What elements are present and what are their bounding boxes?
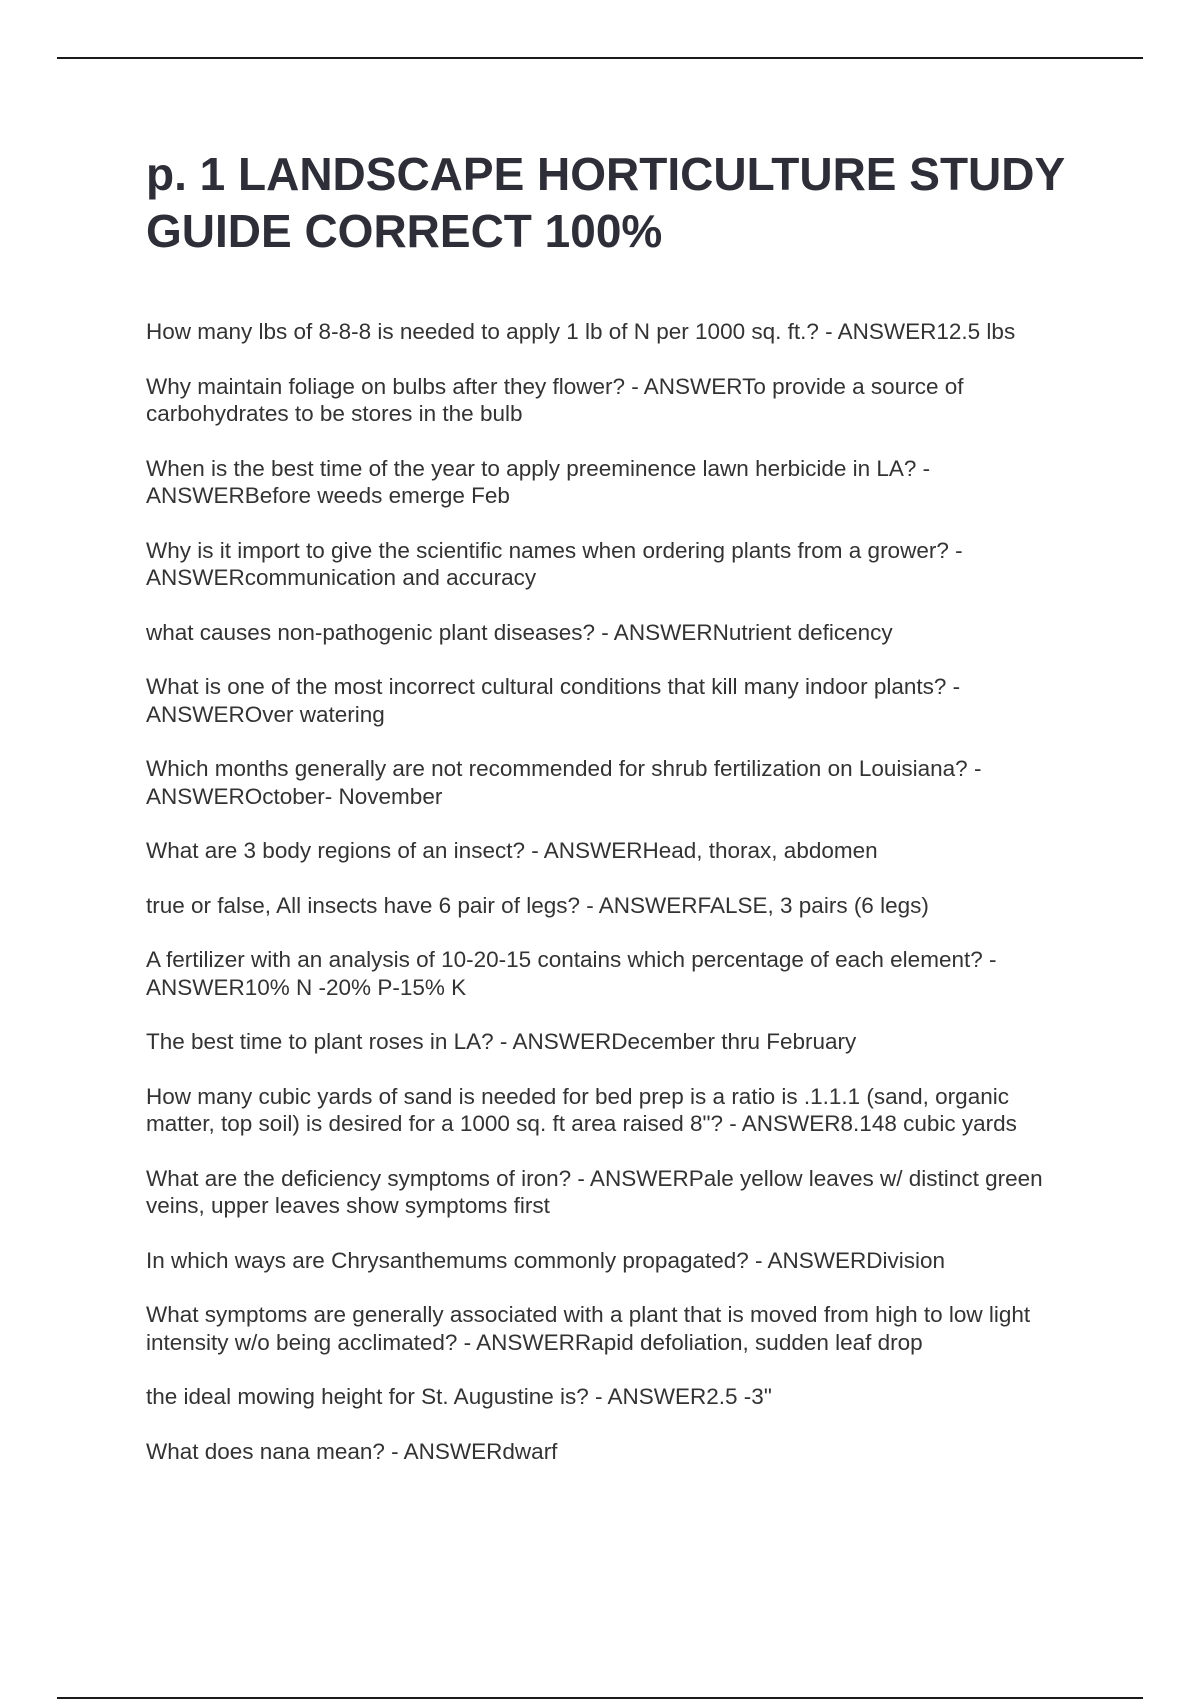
qa-item: What are 3 body regions of an insect? - ANSWERHead, thorax, abdomen [146,838,878,863]
qa-item: What does nana mean? - ANSWERdwarf [146,1438,558,1464]
qa-item: How many lbs of 8-8-8 is needed to apply 1 lb of N per 1000 sq. ft.? - ANSWER12.5 lbs [146,319,1016,344]
qa-item: the ideal mowing height for St. Augustine is? - ANSWER2.5 -3" [146,1384,772,1409]
qa-item: Which months generally are not recommended for shrub fertilization on Louisiana? - ANSWEROctober- November [146,756,982,809]
qa-item: What are the deficiency symptoms of iron? - ANSWERPale yellow leaves w/ distinct green veins, upper leaves show symptoms first [146,1165,1043,1218]
qa-item: What is one of the most incorrect cultural conditions that kill many indoor plants? - ANSWEROver watering [146,674,961,727]
qa-item: What symptoms are generally associated with a plant that is moved from high to low light intensity w/o being acclimated? - ANSWERRapid defoliation, sudden leaf drop [146,1302,1031,1355]
document-title: p. 1 LANDSCAPE HORTICULTURE STUDY GUIDE CORRECT 100% [146,148,1065,257]
bottom-rule [57,1697,1143,1699]
document-body [146,146,1066,1492]
qa-item: In which ways are Chrysanthemums commonly propagated? - ANSWERDivision [146,1247,946,1273]
qa-item: The best time to plant roses in LA? - ANSWERDecember thru February [146,1029,857,1054]
qa-item: A fertilizer with an analysis of 10-20-15 contains which percentage of each element? - ANSWER10% N -20% P-15% K [146,947,997,1000]
qa-item: How many cubic yards of sand is needed for bed prep is a ratio is .1.1.1 (sand, organic matter, top soil) is desired for a 1000 sq. ft area raised 8"? - ANSWER8.148 cubic yards [146,1083,1017,1136]
qa-item: When is the best time of the year to apply preeminence lawn herbicide in LA? - ANSWERBefore weeds emerge Feb [146,455,931,508]
qa-item: Why maintain foliage on bulbs after they flower? - ANSWERTo provide a source of carbohydrates to be stores in the bulb [146,373,964,426]
qa-item: true or false, All insects have 6 pair of legs? - ANSWERFALSE, 3 pairs (6 legs) [146,892,929,918]
top-rule [57,57,1143,59]
qa-list [146,318,1066,1465]
qa-item: what causes non-pathogenic plant diseases? - ANSWERNutrient deficency [146,619,893,645]
qa-item: Why is it import to give the scientific names when ordering plants from a grower? - ANSWERcommunication and accuracy [146,537,963,590]
